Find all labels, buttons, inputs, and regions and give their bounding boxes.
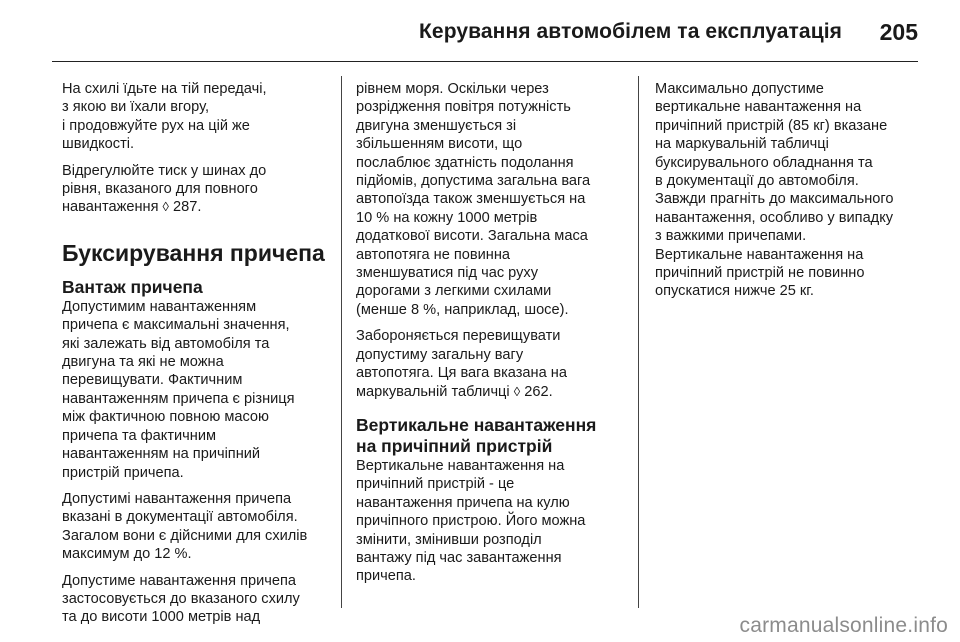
paragraph-with-reference (356, 327, 630, 401)
column-divider (341, 76, 342, 608)
page-reference-icon: ◊ (162, 199, 169, 215)
page-reference[interactable]: 287. (173, 199, 202, 216)
paragraph: Допустиме навантаження причепа застосовується до вказаного схилу та до висоти 1000 метрів над (62, 572, 300, 626)
column-2 (356, 80, 630, 594)
page-number: 205 (879, 19, 918, 45)
section-heading: Буксирування причепа (62, 239, 325, 266)
header-rule (52, 61, 918, 62)
paragraph: Вертикальне навантаження на причіпний пристрій - це навантаження причепа на кулю причіпного пристрою. Його можна змінити, змінивши розподіл вантажу під час завантаження причепа. (356, 457, 586, 585)
paragraph-with-reference (62, 162, 334, 217)
paragraph: Допустимим навантаженням причепа є максимальні значення, які залежать від автомобіля та двигуна та які не можна перевищувати. Фактичним навантаженням причепа є різниця між фактичною повною масою причепа та фактичним навантаженням на причіпний пристрій причепа. (62, 298, 295, 481)
paragraph: Максимально допустиме вертикальне навантаження на причіпний пристрій (85 кг) вказане на маркувальній табличці буксирувального обладнання та в документації до автомобіля. Завжди прагніть до максимального навантаження, особливо у випадку з важкими причепами. Вертикальне навантаження на причіпний пристрій не повинно опускатися нижче 25 кг. (655, 81, 894, 300)
header-title: Керування автомобілем та експлуатація (419, 20, 842, 43)
column-divider (638, 76, 639, 608)
page-reference[interactable]: 262. (524, 383, 553, 400)
subheading: Вантаж причепа (62, 276, 203, 297)
paragraph: Допустимі навантаження причепа вказані в документації автомобіля. Загалом вони є дійсними для схилів максимум до 12 %. (62, 490, 308, 563)
paragraph: На схилі їдьте на тій передачі, з якою ви їхали вгору, і продовжуйте рух на цій же швидкості. (62, 81, 267, 153)
page-reference-icon: ◊ (513, 383, 521, 399)
watermark: carmanualsonline.info (739, 614, 948, 637)
paragraph-text: Відрегулюйте тиск у шинах до рівня, вказаного для повного навантаження (62, 162, 267, 216)
page-header (0, 0, 960, 62)
subheading: Вертикальне навантаження на причіпний пристрій (356, 414, 597, 456)
column-3 (655, 80, 935, 309)
paragraph-text: Забороняється перевищувати допустиму загальну вагу автопотяга. Ця вага вказана на маркувальній табличці (356, 328, 567, 400)
paragraph: рівнем моря. Оскільки через розрідження повітря потужність двигуна зменшується зі збільшенням висоти, що послаблює здатність подолання підйомів, допустима загальна вага автопоїзда також зменшується на 10 % на кожну 1000 метрів додаткової висоти. Загальна маса автопотяга не повинна зменшуватися під час руху дорогами з легкими схилами (менше 8 %, наприклад, шосе). (356, 81, 591, 318)
column-1 (62, 80, 334, 635)
